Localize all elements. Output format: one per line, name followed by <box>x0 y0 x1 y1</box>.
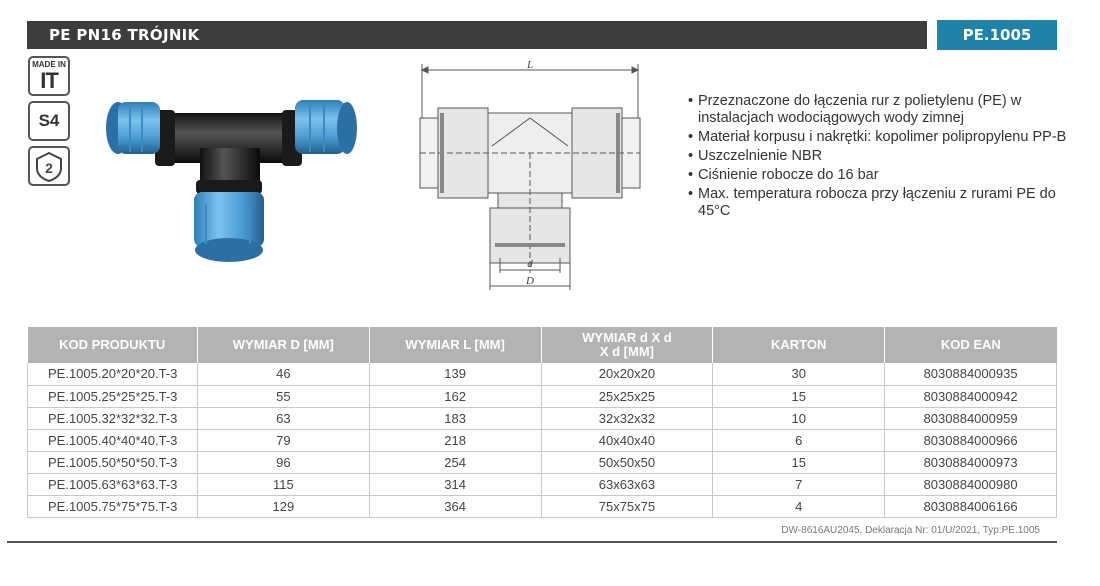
label-D: D <box>526 275 534 287</box>
table-row <box>28 473 1057 495</box>
cell-ean: 8030884000973 <box>885 451 1057 473</box>
cell-carton: 10 <box>713 407 885 429</box>
cell-code: PE.1005.20*20*20.T-3 <box>28 363 198 385</box>
table-row <box>28 429 1057 451</box>
cell-carton: 30 <box>713 363 885 385</box>
table-row <box>28 363 1057 385</box>
cell-dim-ddd: 50x50x50 <box>541 451 713 473</box>
warranty-badge <box>28 146 70 186</box>
cell-dim-L: 314 <box>369 473 541 495</box>
product-code-badge: PE.1005 <box>937 20 1057 50</box>
table-row <box>28 407 1057 429</box>
cell-ean: 8030884000966 <box>885 429 1057 451</box>
cell-carton: 6 <box>713 429 885 451</box>
cell-code: PE.1005.40*40*40.T-3 <box>28 429 198 451</box>
col-header-carton: KARTON <box>713 327 885 363</box>
label-d: d <box>527 258 533 270</box>
made-in-label: MADE IN <box>32 60 66 69</box>
cell-dim-D: 96 <box>197 451 369 473</box>
footer-divider <box>7 541 1057 543</box>
label-L: L <box>526 59 534 71</box>
cell-code: PE.1005.63*63*63.T-3 <box>28 473 198 495</box>
cell-dim-ddd: 63x63x63 <box>541 473 713 495</box>
feature-list <box>688 93 1078 222</box>
feature-item: • Max. temperatura robocza przy łączeniu z rurami PE do 45°C <box>688 186 1078 220</box>
col-header-code: KOD PRODUKTU <box>28 327 198 363</box>
cell-carton: 15 <box>713 385 885 407</box>
feature-item: • Uszczelnienie NBR <box>688 148 1078 165</box>
feature-item: • Ciśnienie robocze do 16 bar <box>688 167 1078 184</box>
col-header-dim-ddd-line2: X d [MM] <box>599 344 654 359</box>
cell-dim-D: 55 <box>197 385 369 407</box>
col-header-ean: KOD EAN <box>885 327 1057 363</box>
cell-dim-D: 63 <box>197 407 369 429</box>
series-badge <box>28 101 70 141</box>
cell-dim-L: 183 <box>369 407 541 429</box>
cell-ean: 8030884000959 <box>885 407 1057 429</box>
table-header-row <box>28 327 1057 363</box>
cell-carton: 4 <box>713 495 885 517</box>
col-header-dim-ddd <box>541 327 713 363</box>
cell-ean: 8030884006166 <box>885 495 1057 517</box>
cell-code: PE.1005.32*32*32.T-3 <box>28 407 198 429</box>
cell-code: PE.1005.75*75*75.T-3 <box>28 495 198 517</box>
cell-dim-ddd: 75x75x75 <box>541 495 713 517</box>
cell-ean: 8030884000980 <box>885 473 1057 495</box>
cell-ean: 8030884000935 <box>885 363 1057 385</box>
cell-carton: 7 <box>713 473 885 495</box>
declaration-note: DW-8616AU2045, Deklaracja Nr: 01/U/2021, Typ:PE.1005 <box>781 525 1040 536</box>
feature-item: • Materiał korpusu i nakrętki: kopolimer polipropylenu PP-B <box>688 129 1078 146</box>
spec-table <box>27 327 1057 518</box>
cell-dim-L: 218 <box>369 429 541 451</box>
cell-code: PE.1005.50*50*50.T-3 <box>28 451 198 473</box>
cell-carton: 15 <box>713 451 885 473</box>
cell-dim-D: 129 <box>197 495 369 517</box>
made-in-country: IT <box>40 68 58 93</box>
cell-dim-ddd: 25x25x25 <box>541 385 713 407</box>
cell-dim-L: 139 <box>369 363 541 385</box>
cell-code: PE.1005.25*25*25.T-3 <box>28 385 198 407</box>
col-header-dim-ddd-line1: WYMIAR d X d <box>582 330 672 345</box>
cell-dim-L: 162 <box>369 385 541 407</box>
col-header-dim-D: WYMIAR D [MM] <box>197 327 369 363</box>
made-in-badge <box>28 56 70 96</box>
cell-dim-D: 46 <box>197 363 369 385</box>
table-row <box>28 495 1057 517</box>
product-photo <box>100 88 360 268</box>
cell-dim-ddd: 20x20x20 <box>541 363 713 385</box>
shield-icon <box>33 151 65 183</box>
series-label: S4 <box>38 111 60 130</box>
page-title: PE PN16 TRÓJNIK <box>49 26 200 44</box>
cell-dim-ddd: 32x32x32 <box>541 407 713 429</box>
col-header-dim-L: WYMIAR L [MM] <box>369 327 541 363</box>
cell-ean: 8030884000942 <box>885 385 1057 407</box>
warranty-years: 2 <box>45 160 53 176</box>
title-bar <box>27 21 927 49</box>
cell-dim-L: 364 <box>369 495 541 517</box>
cell-dim-L: 254 <box>369 451 541 473</box>
cell-dim-D: 115 <box>197 473 369 495</box>
cell-dim-ddd: 40x40x40 <box>541 429 713 451</box>
technical-drawing <box>410 58 650 293</box>
feature-item: • Przeznaczone do łączenia rur z polietylenu (PE) w instalacjach wodociągowych wody zimnej <box>688 93 1078 127</box>
cell-dim-D: 79 <box>197 429 369 451</box>
table-row <box>28 451 1057 473</box>
table-row <box>28 385 1057 407</box>
